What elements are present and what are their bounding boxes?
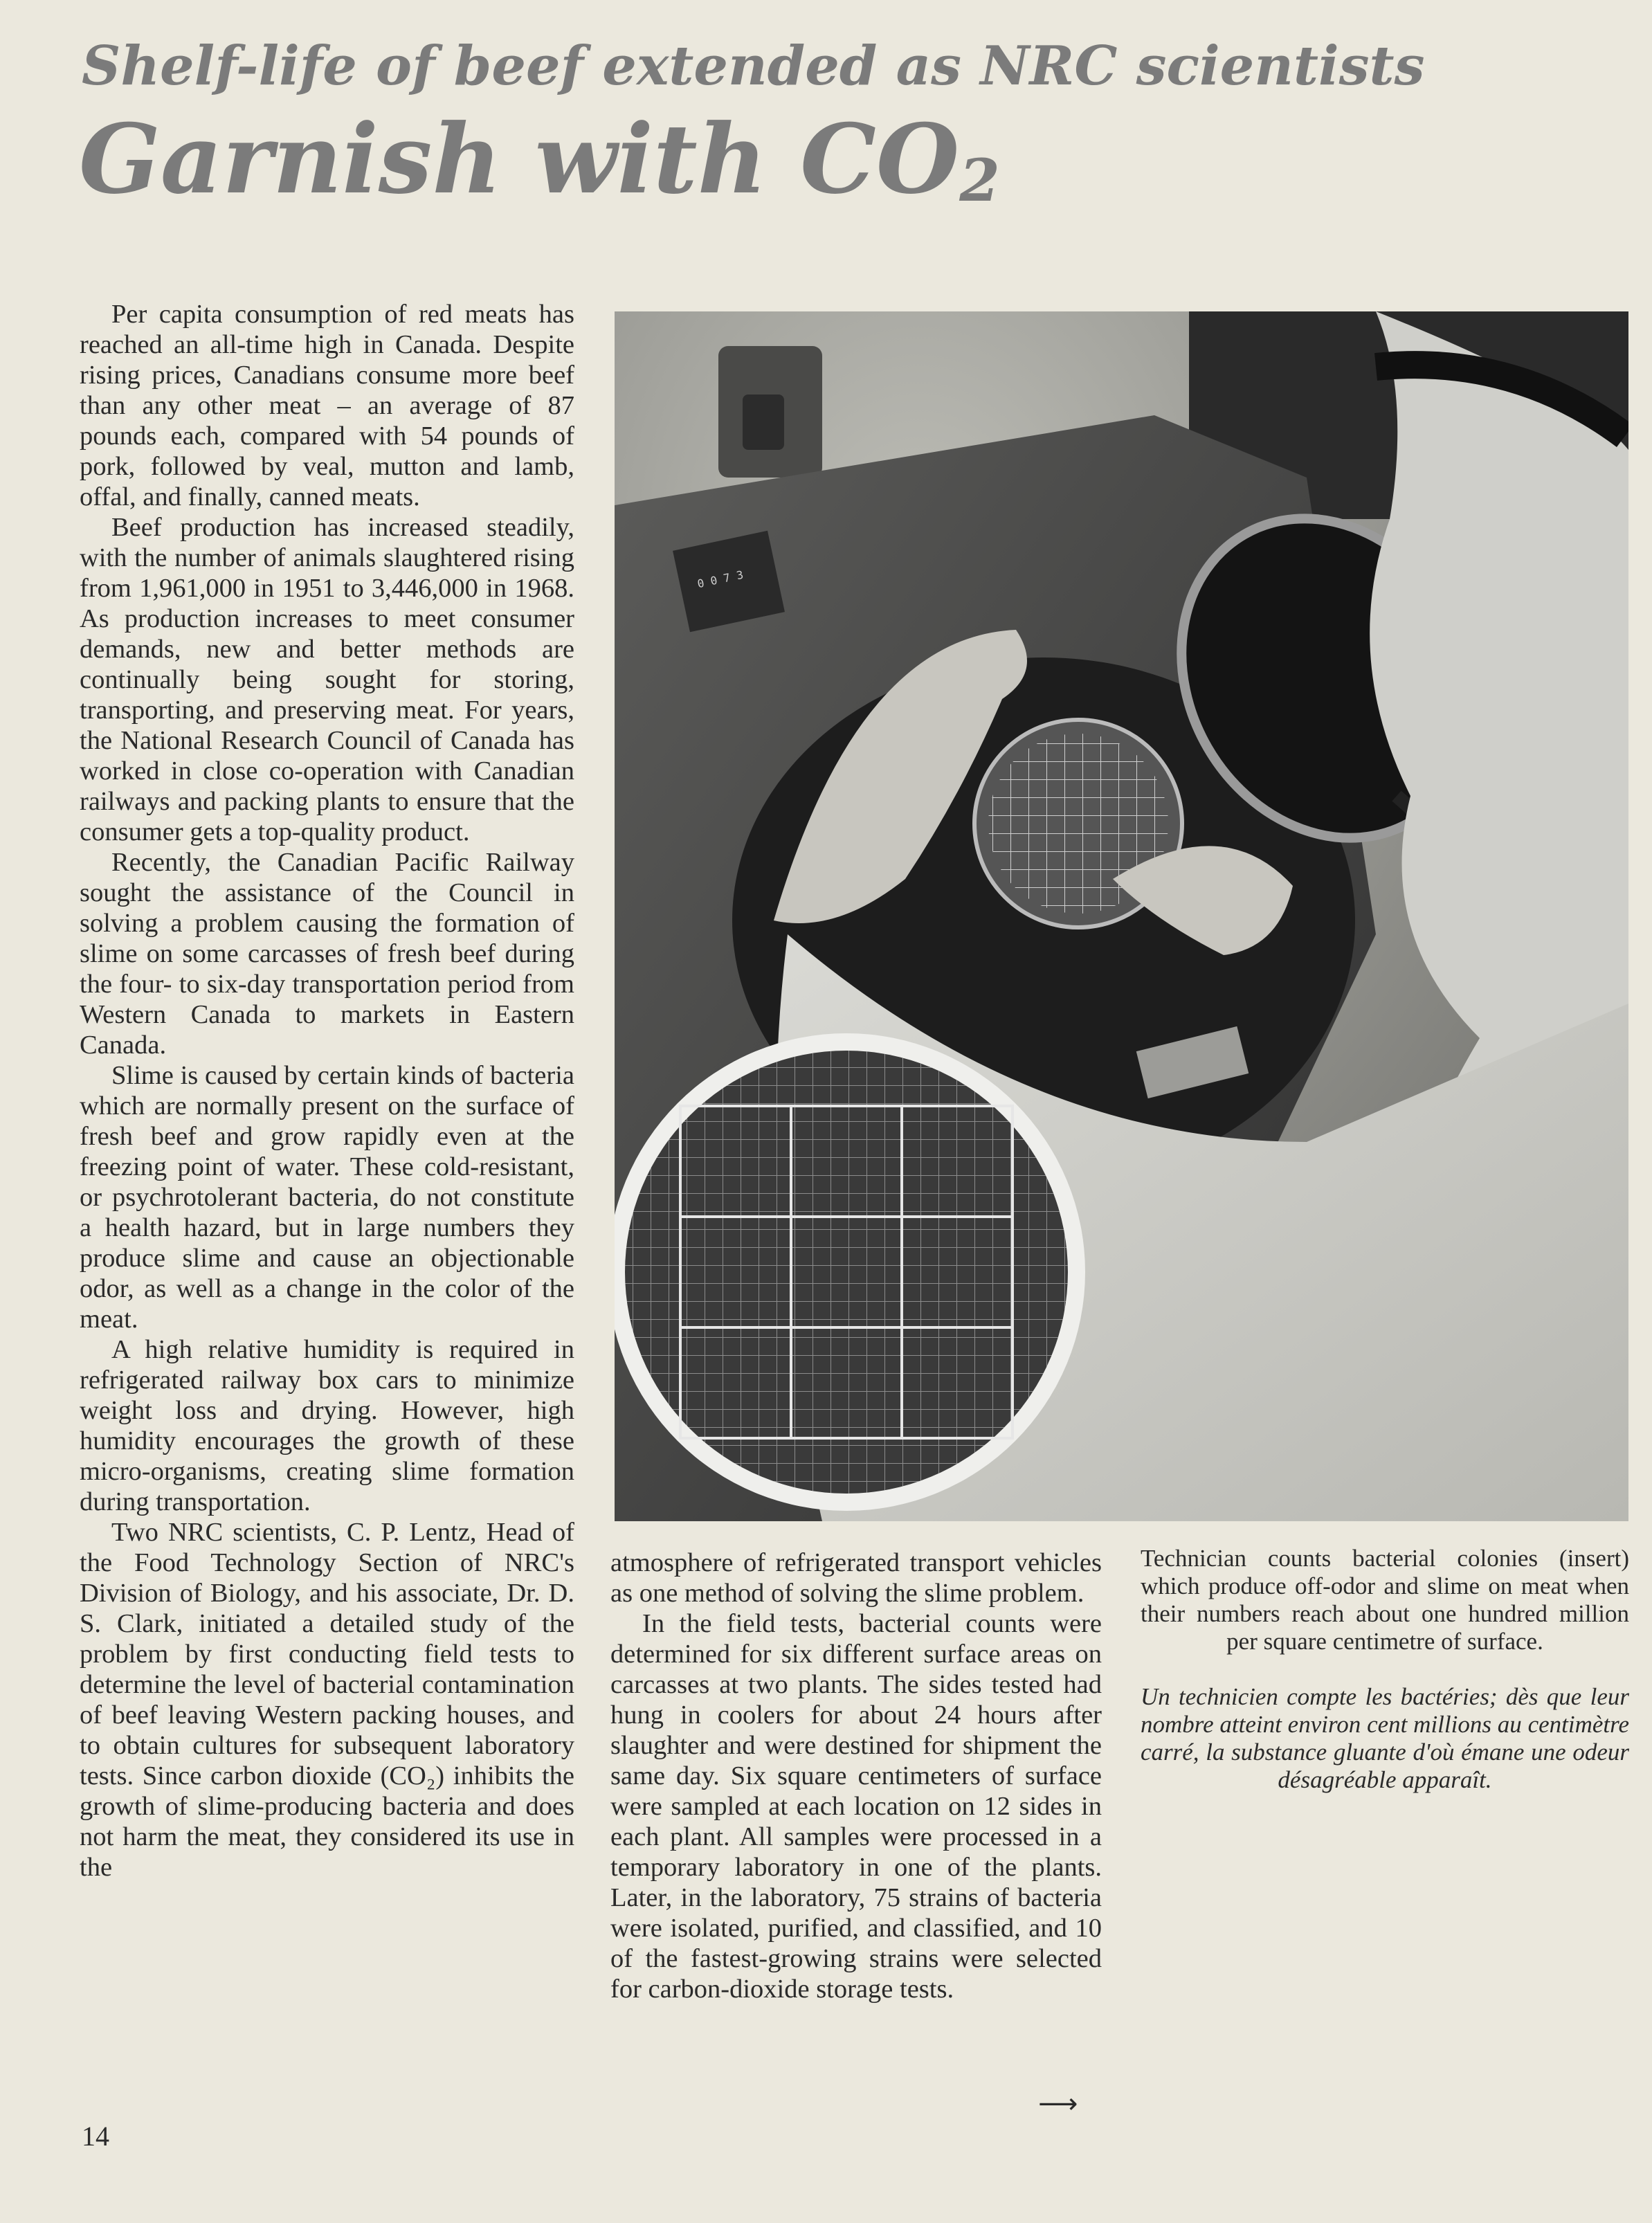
photo-illustration bbox=[615, 311, 1628, 1521]
headline-text: Garnish with CO bbox=[79, 102, 960, 215]
photo-caption bbox=[1141, 1545, 1629, 1794]
continue-arrow: ⟶ bbox=[1038, 2088, 1078, 2120]
paragraph: Recently, the Canadian Pacific Railway sought the assistance of the Council in solving a problem causing the formation of slime on some carcasses of fresh beef during the four- to six-day transportation period from Western Canada to markets in Eastern Canada. bbox=[80, 848, 574, 1060]
colony-grid-insert bbox=[615, 1033, 1085, 1511]
text-column-1 bbox=[80, 299, 574, 1882]
paragraph: Beef production has increased steadily, with the number of animals slaughtered rising from 1,961,000 in 1951 to 3,446,000 in 1968. As production increases to meet consumer demands, new and better methods are continually being sought for storing, transporting, and preserving meat. For years, the National Research Council of Canada has worked in close co-operation with Canadian railways and packing plants to ensure that the consumer gets a top-quality product. bbox=[80, 513, 574, 846]
counter-readout: 0 0 7 3 bbox=[696, 568, 745, 591]
paragraph: Per capita consumption of red meats has reached an all-time high in Canada. Despite rising prices, Canadians consume more beef than any other meat – an average of 87 pounds each, compared with 54 pounds of pork, followed by veal, mutton and lamb, offal, and finally, canned meats. bbox=[80, 300, 574, 511]
technician-photo bbox=[615, 311, 1628, 1521]
caption-english: Technician counts bacterial colonies (insert) which produce off-odor and slime on meat when their numbers reach about one hundred million per square centimetre of surface. bbox=[1141, 1545, 1629, 1655]
headline-subscript: 2 bbox=[959, 146, 1000, 215]
article-headline bbox=[79, 104, 1117, 236]
paragraph: Two NRC scientists, C. P. Lentz, Head of the Food Technology Section of NRC's Division of Biology, and his associate, Dr. D. S. Clark, initiated a detailed study of the problem by first conducting field tests to determine the level of bacterial contamination of beef leaving Western packing houses, and to obtain cultures for subsequent laboratory tests. Since carbon dioxide (CO₂) inhibits the growth of slime-producing bacteria and does not harm the meat, they considered its use in the bbox=[80, 1518, 574, 1882]
paragraph: Slime is caused by certain kinds of bacteria which are normally present on the surface of fresh beef and grow rapidly even at the freezing point of water. These cold-resistant, or psychrotolerant bacteria, do not constitute a health hazard, but in large numbers they produce slime and cause an objectionable odor, as well as a change in the color of the meat. bbox=[80, 1061, 574, 1334]
text-column-2 bbox=[610, 1548, 1102, 2004]
caption-french: Un technicien compte les bactéries; dès que leur nombre atteint environ cent millions au centimètre carré, la substance gluante d'où émane une odeur désagréable apparaît. bbox=[1141, 1683, 1629, 1793]
paragraph: In the field tests, bacterial counts were determined for six different surface areas on carcasses at two plants. The sides tested had hung in coolers for about 24 hours after slaughter and were destined for shipment the same day. Six square centimeters of surface were sampled at each location on 12 sides in each plant. All samples were processed in a temporary laboratory in one of the plants. Later, in the laboratory, 75 strains of bacteria were isolated, purified, and classified, and 10 of the fastest-growing strains were selected for carbon-dioxide storage tests. bbox=[610, 1609, 1102, 2004]
paragraph: A high relative humidity is required in refrigerated railway box cars to minimize weight loss and drying. However, high humidity encourages the growth of these micro-organisms, creating slime formation during transportation. bbox=[80, 1335, 574, 1516]
paragraph: atmosphere of refrigerated transport vehicles as one method of solving the slime problem. bbox=[610, 1548, 1102, 1608]
article-kicker: Shelf-life of beef extended as NRC scientists bbox=[82, 35, 1425, 98]
page-number: 14 bbox=[82, 2121, 109, 2152]
